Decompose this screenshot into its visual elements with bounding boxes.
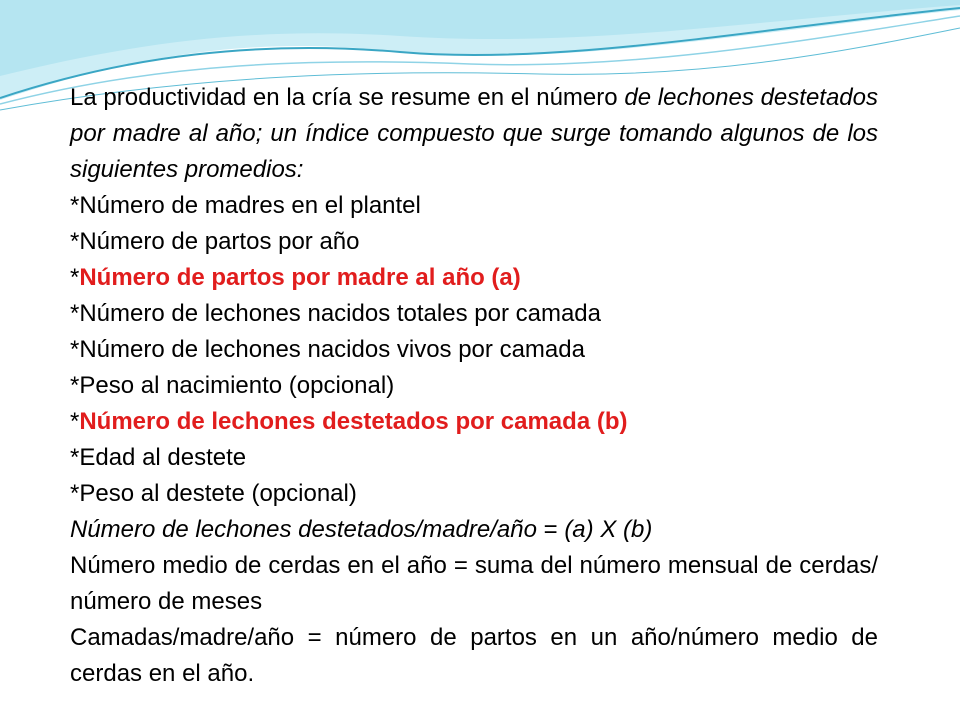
list-item: *Edad al destete — [70, 444, 247, 471]
item-peso-destete: Peso al destete (opcional) — [79, 480, 357, 507]
list-item: *Peso al nacimiento (opcional) — [70, 372, 395, 399]
list-item: *Peso al destete (opcional) — [70, 480, 357, 507]
list-item: *Número de lechones destetados por camada (b) — [70, 408, 628, 435]
item-edad-destete: Edad al destete — [79, 444, 247, 471]
item-nacidos-totales: Número de lechones nacidos totales por camada — [79, 300, 601, 327]
slide-body — [70, 80, 878, 692]
list-item: *Número de madres en el plantel — [70, 192, 421, 219]
item-partos-madre-highlight: Número de partos por madre al año (a) — [79, 264, 521, 291]
formula-lhs: Número de lechones destetados/madre/año — [70, 516, 544, 543]
list-item: *Número de partos por madre al año (a) — [70, 264, 521, 291]
list-item: *Número de partos por año — [70, 228, 360, 255]
intro-paragraph — [70, 80, 878, 188]
list-item: *Número de lechones nacidos totales por camada — [70, 300, 601, 327]
formula-camadas: Camadas/madre/año = número de partos en un año/número medio de cerdas en el año. — [70, 624, 878, 687]
item-madres-plantel: Número de madres en el plantel — [79, 192, 421, 219]
item-nacidos-vivos: Número de lechones nacidos vivos por camada — [79, 336, 585, 363]
list-item: *Número de lechones nacidos vivos por camada — [70, 336, 585, 363]
formula-rhs: (a) X (b) — [564, 516, 653, 543]
formula-destetados — [70, 512, 878, 548]
formula-equals: = — [543, 516, 565, 543]
formula-numero-medio: Número medio de cerdas en el año = suma del número mensual de cerdas/ número de meses — [70, 552, 878, 615]
item-partos-ano: Número de partos por año — [79, 228, 360, 255]
intro-text: La productividad en la cría se resume en el número — [70, 84, 625, 111]
intro-italic-text: de lechones destetados por madre al año; un índice compuesto que surge tomando algunos de los siguientes promedios: — [70, 84, 879, 183]
item-destetados-highlight: Número de lechones destetados por camada (b) — [79, 408, 628, 435]
item-peso-nacimiento: Peso al nacimiento (opcional) — [79, 372, 395, 399]
